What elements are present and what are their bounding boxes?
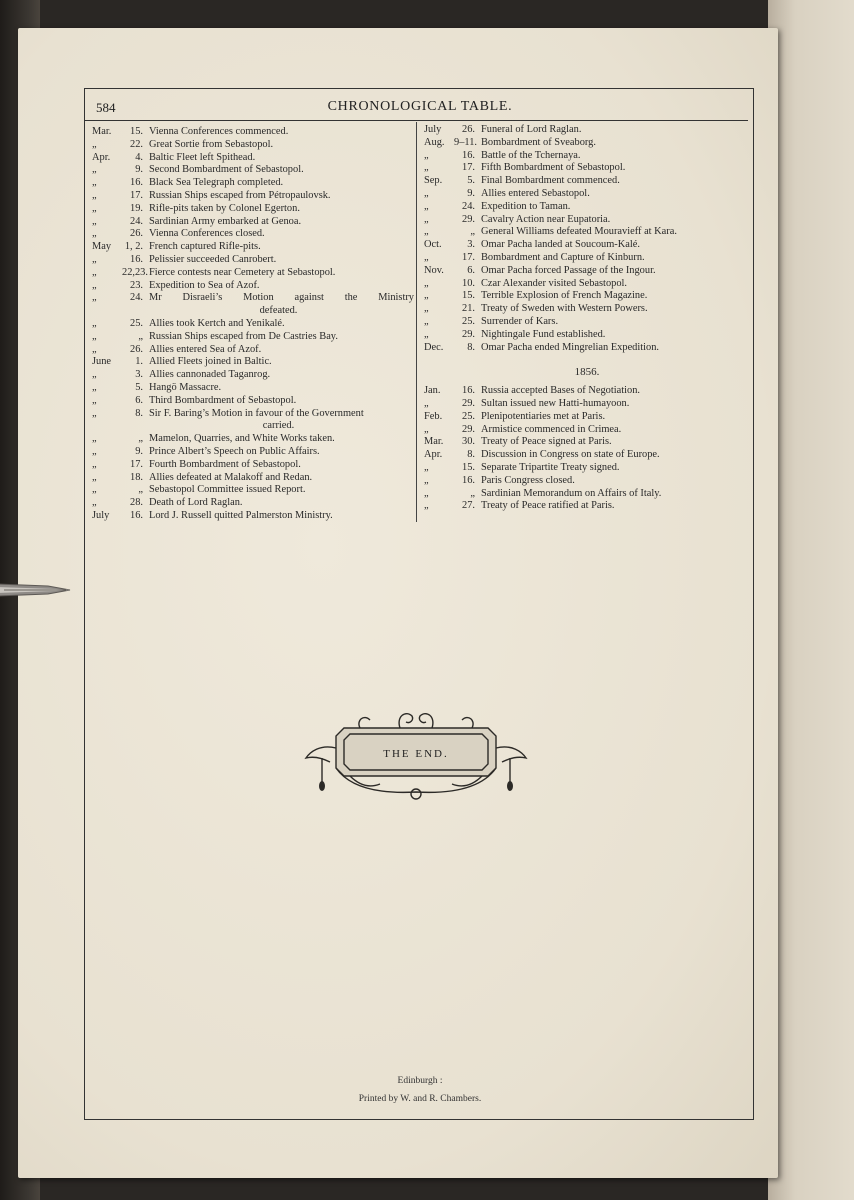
entry-day: 24. (130, 292, 143, 304)
entry-text: Fifth Bombardment of Sebastopol. (481, 162, 626, 174)
chronology-entry (424, 239, 750, 252)
chronology-entry (424, 162, 750, 175)
entry-month: Sep. (424, 175, 443, 187)
entry-month: „ (92, 266, 97, 278)
chronology-entry (424, 265, 750, 278)
entry-text: Mr Disraeli’s Motion against the Ministry (149, 292, 414, 304)
page-number: 584 (96, 100, 116, 115)
page-marker-pen (0, 570, 72, 610)
entry-text: Expedition to Sea of Azof. (149, 279, 260, 291)
entry-text: Fierce contests near Cemetery at Sebastopol. (149, 266, 336, 278)
entry-day: 16. (462, 149, 475, 161)
entry-month: „ (92, 189, 97, 201)
entry-month: „ (424, 328, 429, 340)
chronology-entry (92, 369, 414, 382)
chronology-entry (92, 228, 414, 241)
entry-month: May (92, 241, 112, 253)
entry-month: „ (92, 292, 97, 304)
entry-text: Cavalry Action near Eupatoria. (481, 213, 611, 225)
entry-day: 17. (462, 162, 475, 174)
entry-text: Treaty of Peace signed at Paris. (481, 436, 612, 448)
entry-day: 15. (462, 461, 475, 473)
entry-day: 25. (130, 317, 143, 329)
entry-day: 16. (462, 385, 475, 397)
entries-1855 (424, 124, 750, 354)
entry-month: „ (424, 149, 429, 161)
entry-month: „ (92, 394, 97, 406)
entry-day: „ (470, 487, 475, 499)
chronology-entry (424, 214, 750, 227)
entry-text: Paris Congress closed. (481, 474, 575, 486)
chronology-entry (92, 433, 414, 446)
entry-text: Final Bombardment commenced. (481, 175, 620, 187)
entry-text: carried. (262, 420, 295, 432)
entry-month: „ (92, 471, 97, 483)
chronology-entry (92, 497, 414, 510)
chronology-entry (92, 459, 414, 472)
entry-day: 30. (462, 436, 475, 448)
chronology-entry (92, 356, 414, 369)
entry-day: 22. (130, 138, 143, 150)
chronology-entry (424, 329, 750, 342)
entry-day: 8. (467, 449, 475, 461)
entry-text: Bombardment and Capture of Kinburn. (481, 251, 645, 263)
entry-day: 16. (130, 177, 143, 189)
entry-day: 15. (130, 126, 143, 137)
chronology-entry (424, 150, 750, 163)
entry-day: 21. (462, 303, 475, 315)
entry-month: Mar. (92, 126, 112, 137)
entry-text: Allies entered Sea of Azof. (149, 343, 262, 355)
chronology-entry (92, 472, 414, 485)
chronology-entry (424, 137, 750, 150)
imprint (260, 1072, 580, 1108)
entry-day: „ (470, 226, 475, 238)
entry-day: 25. (462, 410, 475, 422)
entry-month: „ (424, 423, 429, 435)
entry-day (122, 420, 143, 433)
entry-text: Third Bombardment of Sebastopol. (149, 394, 297, 406)
entry-text: Separate Tripartite Treaty signed. (481, 461, 620, 473)
entry-day: 9. (135, 164, 143, 176)
running-title: CHRONOLOGICAL TABLE. (327, 99, 513, 114)
entry-month: „ (92, 369, 97, 381)
entry-text: Bombardment of Sveaborg. (481, 136, 596, 148)
chronology-entry (92, 126, 414, 139)
entry-month: „ (424, 487, 429, 499)
chronology-entry (92, 203, 414, 216)
entry-month: „ (424, 474, 429, 486)
entry-month: Oct. (424, 239, 442, 251)
chronology-entry (92, 139, 414, 152)
imprint-printer: Printed by W. and R. Chambers. (358, 1094, 482, 1104)
entry-text: Vienna Conferences closed. (149, 228, 265, 240)
chronology-entry (92, 152, 414, 165)
left-column (92, 126, 414, 523)
entry-day: 24. (462, 200, 475, 212)
chronology-entry (92, 446, 414, 459)
entry-month: „ (92, 202, 97, 214)
entry-day: 9. (135, 445, 143, 457)
entry-text: Great Sortie from Sebastopol. (149, 138, 274, 150)
chronology-entry (424, 303, 750, 316)
entry-text: Allies cannonaded Taganrog. (149, 369, 271, 381)
entry-month: „ (92, 484, 97, 496)
entry-day: 26. (462, 124, 475, 135)
chronology-entry (424, 488, 750, 501)
entry-text: Battle of the Tchernaya. (481, 149, 581, 161)
chronology-entry (424, 175, 750, 188)
entry-month: Nov. (424, 264, 444, 276)
entry-text: Terrible Explosion of French Magazine. (481, 290, 648, 302)
chronology-entry (424, 436, 750, 449)
entry-month: „ (424, 461, 429, 473)
entry-day: 26. (130, 228, 143, 240)
chronology-entry (424, 278, 750, 291)
entry-day (122, 305, 143, 318)
entry-text: Lord J. Russell quitted Palmerston Ministry. (149, 509, 333, 521)
entry-day: 17. (130, 458, 143, 470)
chronology-entry (92, 241, 414, 254)
entry-text: Allied Fleets joined in Baltic. (149, 356, 272, 368)
entry-month: „ (424, 213, 429, 225)
chronology-entry (424, 201, 750, 214)
chronology-entry (92, 510, 414, 523)
chronology-entry (424, 398, 750, 411)
chronology-entry (92, 216, 414, 229)
entry-month: Dec. (424, 341, 444, 353)
entry-text: Sir F. Baring’s Motion in favour of the Government (149, 407, 364, 419)
entry-day: 3. (467, 239, 475, 251)
entry-month: „ (424, 251, 429, 263)
entry-text: Sebastopol Committee issued Report. (149, 484, 306, 496)
chronology-entry (424, 252, 750, 265)
entry-text: Second Bombardment of Sebastopol. (149, 164, 304, 176)
the-end-ornament (300, 708, 532, 808)
entry-day: 10. (462, 277, 475, 289)
entry-day: „ (138, 433, 143, 445)
entry-text: Expedition to Taman. (481, 200, 571, 212)
entry-day: 4. (135, 151, 143, 163)
entry-month: „ (92, 330, 97, 342)
entry-month: „ (424, 162, 429, 174)
entry-month: July (424, 124, 442, 135)
entry-month: „ (92, 228, 97, 240)
entry-text: Omar Pacha landed at Soucoum-Kalé. (481, 239, 640, 251)
entry-month: „ (424, 315, 429, 327)
entry-text: Russia accepted Bases of Negotiation. (481, 385, 640, 397)
entry-month: Aug. (424, 136, 445, 148)
entry-day: 16. (130, 253, 143, 265)
entry-day: 9–11. (454, 136, 477, 148)
entry-day: 6. (135, 394, 143, 406)
year-heading: 1856. (574, 366, 600, 379)
entry-day: 1. (135, 356, 143, 368)
entry-text: Surrender of Kars. (481, 315, 559, 327)
entry-month: Mar. (424, 436, 444, 448)
entry-day: 18. (130, 471, 143, 483)
chronology-entry (424, 500, 750, 513)
entry-text: Omar Pacha forced Passage of the Ingour. (481, 264, 656, 276)
entry-day: 16. (462, 474, 475, 486)
entry-month: „ (92, 164, 97, 176)
entry-day: 24. (130, 215, 143, 227)
chronology-entry (424, 316, 750, 329)
entry-month: „ (424, 397, 429, 409)
chronology-entry (92, 318, 414, 331)
entry-text: Treaty of Sweden with Western Powers. (481, 303, 648, 315)
entry-month: „ (424, 303, 429, 315)
chronology-entry (92, 331, 414, 344)
entry-day: 5. (135, 381, 143, 393)
entry-month: „ (424, 200, 429, 212)
entry-month: „ (92, 138, 97, 150)
entry-text: defeated. (259, 305, 298, 317)
entry-text: Russian Ships escaped from Pétropaulovsk. (149, 189, 331, 201)
entry-day: 17. (462, 251, 475, 263)
entry-text: Death of Lord Raglan. (149, 497, 243, 509)
entry-month (92, 420, 122, 433)
entry-month: „ (92, 497, 97, 509)
entry-month: „ (424, 226, 429, 238)
entry-month: „ (92, 215, 97, 227)
entry-day: 6. (467, 264, 475, 276)
entry-text: Czar Alexander visited Sebastopol. (481, 277, 628, 289)
chronology-entry (424, 424, 750, 437)
entry-text: Fourth Bombardment of Sebastopol. (149, 458, 301, 470)
entry-text: Russian Ships escaped from De Castries Bay. (149, 330, 338, 342)
chronology-entry (92, 382, 414, 395)
entry-month: Feb. (424, 410, 443, 422)
entry-text: Sardinian Memorandum on Affairs of Italy. (481, 487, 662, 499)
header-rule (84, 120, 748, 121)
right-column (424, 124, 750, 513)
entry-month: „ (92, 177, 97, 189)
entry-day: 29. (462, 213, 475, 225)
entry-month: „ (92, 279, 97, 291)
entry-text: Prince Albert’s Speech on Public Affairs. (149, 445, 320, 457)
entry-text: Baltic Fleet left Spithead. (149, 151, 256, 163)
entry-text: Treaty of Peace ratified at Paris. (481, 500, 615, 512)
entry-day: 15. (462, 290, 475, 302)
entry-month: „ (92, 381, 97, 393)
entry-text: Armistice commenced in Crimea. (481, 423, 622, 435)
entries-1856 (424, 385, 750, 513)
entry-text: Sardinian Army embarked at Genoa. (149, 215, 302, 227)
chronology-entry (92, 254, 414, 267)
entry-month: „ (92, 407, 97, 419)
entry-day: 16. (130, 509, 143, 521)
chronology-entry (424, 226, 750, 239)
entry-day: 23. (130, 279, 143, 291)
chronology-entry (92, 484, 414, 497)
entry-month: „ (424, 187, 429, 199)
entry-day: 8. (135, 407, 143, 419)
entry-month: „ (424, 500, 429, 512)
entry-month: „ (424, 277, 429, 289)
entry-text: Allies entered Sebastopol. (481, 187, 590, 199)
entry-text: Allies took Kertch and Yenikalé. (149, 317, 285, 329)
entry-text: Omar Pacha ended Mingrelian Expedition. (481, 341, 660, 353)
entry-text: Pelissier succeeded Canrobert. (149, 253, 277, 265)
entry-text: Black Sea Telegraph completed. (149, 177, 284, 189)
chronology-entry (424, 290, 750, 303)
chronology-entry (424, 342, 750, 355)
entry-day: 3. (135, 369, 143, 381)
entry-text: Rifle-pits taken by Colonel Egerton. (149, 202, 300, 214)
chronology-entry (92, 267, 414, 280)
chronology-entry (424, 188, 750, 201)
entry-month: „ (92, 445, 97, 457)
entry-day: 9. (467, 187, 475, 199)
entry-day: 28. (130, 497, 143, 509)
entry-month: „ (92, 343, 97, 355)
entry-day: 29. (462, 328, 475, 340)
entry-day: 27. (462, 500, 475, 512)
entry-text: Discussion in Congress on state of Europe. (481, 449, 660, 461)
chronology-entry (424, 385, 750, 398)
chronology-entry (92, 190, 414, 203)
entry-month: Jan. (424, 385, 441, 397)
entry-month: „ (92, 317, 97, 329)
entry-month: June (92, 356, 112, 368)
chronology-entry (92, 177, 414, 190)
entry-day: 29. (462, 397, 475, 409)
entry-text: Nightingale Fund established. (481, 328, 606, 340)
entry-day: 5. (467, 175, 475, 187)
entry-day: 26. (130, 343, 143, 355)
entry-day: 29. (462, 423, 475, 435)
entry-day: 8. (467, 341, 475, 353)
chronology-entry (92, 280, 414, 293)
entry-month: „ (92, 253, 97, 265)
chronology-entry (92, 292, 414, 305)
chronology-entry (424, 411, 750, 424)
entry-text: Funeral of Lord Raglan. (481, 124, 582, 135)
entry-text: Hangö Massacre. (149, 381, 222, 393)
entry-day: „ (138, 330, 143, 342)
chronology-entry (424, 475, 750, 488)
ornament-label: THE END. (383, 748, 449, 760)
entry-month: July (92, 509, 110, 521)
entry-day: 25. (462, 315, 475, 327)
entry-text: General Williams defeated Mouravieff at Kara. (481, 226, 677, 238)
entry-day: „ (138, 484, 143, 496)
entry-text: Mamelon, Quarries, and White Works taken. (149, 433, 335, 445)
entry-day: 1, 2. (124, 241, 143, 253)
imprint-place: Edinburgh : (397, 1076, 443, 1086)
entry-month: „ (424, 290, 429, 302)
column-divider (416, 122, 417, 522)
entry-day: 19. (130, 202, 143, 214)
entry-month: Apr. (424, 449, 443, 461)
entry-day: 22,23. (122, 266, 148, 278)
chronology-entry (92, 164, 414, 177)
chronology-entry (92, 305, 414, 318)
chronology-entry (424, 449, 750, 462)
entry-month: „ (92, 433, 97, 445)
chronology-entry (92, 344, 414, 357)
chronology-entry (424, 462, 750, 475)
entry-month: „ (92, 458, 97, 470)
facing-page-edge (768, 0, 854, 1200)
entry-text: French captured Rifle-pits. (149, 241, 261, 253)
entry-month (92, 305, 122, 318)
entry-text: Sultan issued new Hatti-humayoon. (481, 397, 630, 409)
entry-text: Plenipotentiaries met at Paris. (481, 410, 606, 422)
chronology-entry (92, 420, 414, 433)
entry-month: Apr. (92, 151, 111, 163)
chronology-entry (92, 395, 414, 408)
entry-text: Allies defeated at Malakoff and Redan. (149, 471, 313, 483)
chronology-entry (92, 408, 414, 421)
entry-text: Vienna Conferences commenced. (149, 126, 289, 137)
chronology-entry (424, 124, 750, 137)
entry-day: 17. (130, 189, 143, 201)
